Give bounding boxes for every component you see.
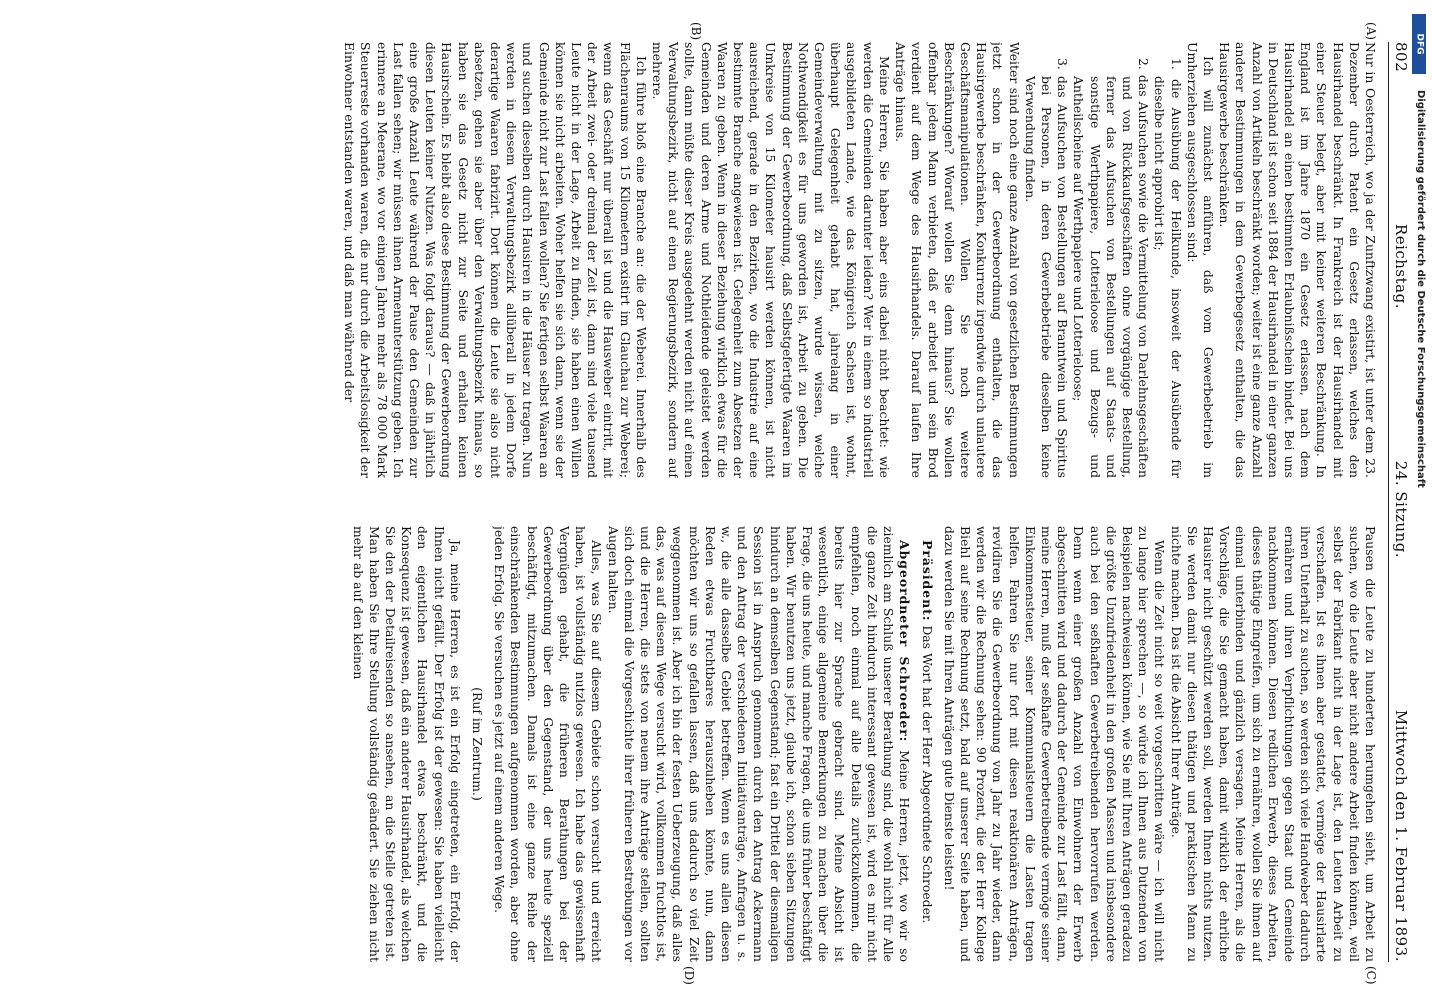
paragraph [604,526,912,962]
paragraph: Nur in Oesterreich, wo ja der Zunftzwang existirt, ist unter dem 23. Dezember durch Patent ein Gesetz erlassen, welches den Hausirhandel beschränkt. In Frankreich ist der Hausirhandel mit einer Steuer belegt, aber mit keiner weiteren Beschränkung. In England ist im Jahre 1870 ein Gesetz erlassen, nach dem Hausirhandel an einen bestimmten Erlaubnißschein bindet. Bei uns in Deutschland ist schon seit 1884 der Hausirhandel in einer ganzen Anzahl von Artikeln beschränkt worden; weiter ist eine ganze Anzahl anderer Bestimmungen in dem Gewerbegesetz enthalten, die das Hausirgewerbe beschränken. [1217,42,1378,478]
session-date: Mittwoch den 1. Februar 1893. [1392,709,1410,962]
margin-marker-c: (C) [1364,966,1378,985]
paragraph: Wenn die Zeit nicht so weit vorgeschritten wäre — ich will nicht zu lange hier sprechen —, so würde ich Ihnen aus Dutzenden von Beispielen nachweisen können, wie Sie mit Ihren Anträgen geradezu die größte Unzufriedenheit in den großen Massen und insbesondere auch bei den seßhaften Gewerbetreibenden hervorrufen werden. Denn wenn einer großen Anzahl von Einwohnern der Erwerb abgeschnitten wird und dadurch der Gemeinde zur Last fällt, dann, meine Herren, muß der seßhafte Gewerbetreibende vermöge seiner Einkommensteuer, seiner Kommunalsteuern die Lasten tragen helfen. Fahren Sie nur fort mit diesen reaktionären Anträgen, revidiren Sie die Gewerbeordnung von Jahr zu Jahr wieder, dann werden wir die Rechnung sehen: 90 Prozent, die der Herr Kollege Biehl auf seine Rechnung setzt, bald auf unserer Seite haben, und dazu werden Sie mit Ihren Anträgen gute Dienste leisten! [941,526,1168,962]
margin-marker-d: (D) [682,966,696,985]
paragraph: Pausen die Leute zu hunderten herumgehen sieht, um Arbeit zu suchen, wo die Leute aber nicht andere Arbeit finden können, weil selbst der Fabrikant nicht in der Lage ist, den Leuten Arbeit zu verschaffen. Ist es ihnen aber gestattet, vermöge der Hausirlarte ihren Unterhalt zu suchen, so werden sich viele Handweber dadurch ernähren und ihren Verpflichtungen gegen Staat und Gemeinde nachkommen können. Diesen redlichen Erwerb, dieses Arbeiten, dieses thätige Eingreifen, um sich zu ernähren, wollen Sie ihnen auf einmal unterbinden und gänzlich versagen. Meine Herren, als die Vorschläge, die Sie gemacht haben, damit wirklich der ehrliche Hausirer nicht geschützt werden soll, werden Ihnen nichts nutzen. Sie werden damit nur diesen thätigen und praktischen Mann zu nichte machen. Das ist die Absicht Ihrer Anträge. [1168,526,1378,962]
paragraph: Ich führe bloß eine Branche an: die der Weberei. Innerhalb des Flächenraums von 15 Kilometern existirt im Glauchau zur Weberei; wenn das Geschäft nur überall ist und die Hausweber eintritt, mit der Arbeit zwei- oder dreimal der Zeit ist, dann sind viele tausend Leute nicht in der Lage, Arbeit zu finden, sie haben einen Willen können sie nicht arbeiten. Woher helfen sie sich dann, wenn sie der Gemeinde nicht zur Last fallen wollen? Sie fertigen selbst Waaren an und suchen dieselben durch Hausiren in die Häuser zu tragen. Nun werden in diesem Verwaltungsbezirk allüberall in jedem Dorfe derartige Waaren fabrizirt. Dort können die Leute sie also nicht absetzen, gehen sie aber über den Verwaltungsbezirk hinaus, so haben sie das Gesetz nicht zur Seite und erhalten keinen Hausirschein. Es bleibt also diese Bestimmung der Gewerbeordnung diesen Leuten keiner Nutzen. Was folgt daraus? — daß in jährlich eine große Anzahl Leute während der Pause den Gemeinden zur Last fallen sehen; wir müssen ihnen Armenunterstützung geben. Ich erinnere an Meerane, wo vor einigen Jahren mehr als 78 000 Mark Steuerreste vorhanden waren, die nur durch die Arbeitslosigkeit der Einwohner entstanden waren, und daß man während der [342,42,649,478]
paragraph: Alles, was Sie auf diesem Gebiete schon versucht und erreicht haben, ist vollständig nutzlos gewesen. Ich habe das gewissenhaft Vergnügen gehabt, die früheren Berathungen bei der Gewerbeordnung über den Gegenstand, der uns heute speziell beschäftigt, mitzumachen. Damals ist eine ganze Reihe der einschränkenden Bestimmungen aufgenommen worden, aber ohne jeden Erfolg. Sie versuchen es jetzt auf einem anderen Wege. [492,526,605,962]
digitization-strip [1408,10,1430,1000]
speaker-name: Abgeordneter Schroeder: [897,540,913,743]
paragraph: 1. die Ausübung der Heilkunde, insoweit der Ausübende für dieselbe nicht approbirt ist; [1152,58,1184,478]
paragraph [918,526,934,962]
page-number: 802 [1392,42,1410,73]
right-text-column [48,526,1378,962]
paragraph: Ja, meine Herren, es ist ein Erfolg eingetreten, ein Erfolg, der Ihnen nicht gefällt. Der Erfolg ist der gewesen: Sie haben vielleicht den eigentlichen Hausirhandel etwas beschränkt, und die Konsequenz ist gewesen, daß ein anderer Hausirhandel, als welchen Sie den der Detailreisenden so ansehen, an die Stelle getreten ist. Man haben Sie Ihre Stellung vollständig geändert. Sie ziehen nicht mehr ab auf den kleinen [350,526,463,962]
publication-name: Reichstag. [1392,223,1410,309]
margin-marker-a: (A) [1364,22,1378,41]
paragraph: Meine Herren, Sie haben aber eins dabei nicht beachtet: wie werden die Gemeinden darunter leiden? Wer in einem so industriell ausgebildeten Lande, wie das Königreich Sachsen ist, wohnt, überhaupt Gelegenheit gehabt hat, jahrelang in einer Gemeindeverwaltung mit zu sitzen, wurde wissen, welche Nothwendigkeit es für uns geworden ist, Arbeit zu geben. Die Bestimmung der Gewerbeordnung, daß Selbstgefertigte Waaren im Umkreise von 15 Kilometer hausirt werden können, ist nicht ausreichend, gerade in den Bezirken, wo die Industrie auf eine bestimmte Branche angewiesen ist. Gelegenheit zum Absetzen der Waaren zu geben. Wenn in dieser Beziehung wirklich etwas für die Gemeinden und deren Arme und Nothleidende geleistet werden sollte, dann müßte dieser Kreis ausgedehnt werden nicht auf einen Verwaltungsbezirk, nicht auf einen Regierungsbezirk, sondern auf mehrere. [650,42,892,478]
document-page [28,22,1418,985]
speech-text: Meine Herren, jetzt, wo wir so ziemlich am Schluß unserer Berathung sind, die wohl nicht für Alle die ganze Zeit hindurch interessant gewesen ist, wird es mir nicht empfehlen, noch einmal auf alle Details zurückzukommen, die bereits hier zur Sprache gebracht sind. Meine Absicht ist wesentlich, einige allgemeine Bemerkungen zu machen über die Frage, die uns heute, und manche Fragen, die uns früher beschäftigt haben. Wir benutzen uns jetzt, glaube ich, schon sieben Sitzungen hindurch an demselben Gegenstand; fast ein Drittel der diesmaligen Session ist in Anspruch genommen durch den Antrag Ackermann und den Antrag der verschiedenen Initiativanträge, Anfragen u. s. w., die alle dasselbe Gebiet betreffen. Wenn es uns allen diesen Reden etwas Fruchtbares herauszuheben könnte, nun, dann möchten wir uns so gefallen lassen, daß uns dadurch so viel Zeit weggenommen ist. Aber ich bin der festen Ueberzeugung, daß alles das, was auf diesem Wege versucht wird, vollkommen fruchtlos ist, und die Herren, die stets von neuem ihre Anträge stellen, sollten sich doch einmal die Vorgeschichte ihrer früheren Bestrebungen vor Augen halten. [605,526,913,962]
paragraph: (Ruf im Zentrum.) [470,687,486,801]
session-label: 24. Sitzung. [1392,460,1410,559]
paragraph: Ich will zunächst anführen, daß vom Gewerbebetrieb im Umherziehen ausgeschlossen sind: [1184,42,1216,478]
margin-marker-b: (B) [689,22,703,41]
paragraph: 3. das Aufsuchen von Bestellungen auf Branntwein und Spiritus bei Personen, in deren Gewerbebetriebe dieselben keine Verwendung finden. [1022,58,1071,478]
left-text-column [48,42,1378,478]
speech-text: Das Wort hat der Herr Abgeordnete Schroeder. [919,621,935,924]
dfg-logo: DFG [1412,14,1426,74]
paragraph: Weiter sind noch eine ganze Anzahl von gesetzlichen Bestimmungen jetzt schon in der Gewerbeordnung enthalten, die das Hausirgewerbe beschränken, Konkurrenz irgendwie durch unlautere Geschäftsmanipulationen. Wollen Sie noch weitere Beschränkungen? Worauf wollen Sie denn hinaus? Sie wollen offenbar jedem Mann verbieten, daß er arbeitet und sein Brod verdient auf dem Wege des Hausirhandels. Darauf laufen Ihre Anträge hinaus. [893,42,1022,478]
digitization-note: Digitalisierung gefördert durch die Deutsche Forschungsgemeinschaft [1415,90,1426,488]
paragraph: 2. das Aufsuchen sowie die Vermittelung von Darlehnsgeschäften und von Rückkaufsgeschäften ohne vorgängige Bestellung, ferner das Aufsuchen von Bestellungen auf Staats- und sonstige Werthpapiere, Lotterieloose und Bezugs- und Antheilscheine auf Werthpapiere und Lotterieloose; [1071,58,1152,478]
speaker-name: Präsident: [919,540,935,622]
